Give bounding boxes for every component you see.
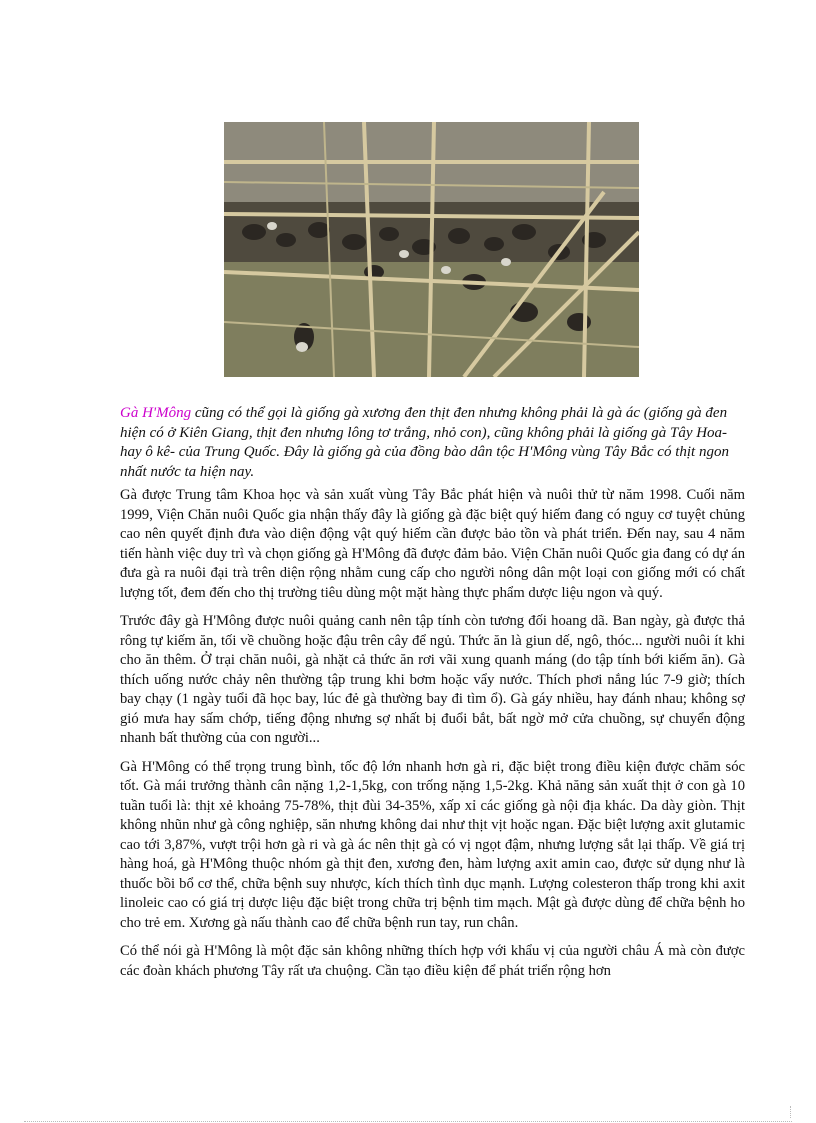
photo-drawing [224,122,639,377]
article-body [120,486,745,990]
paragraph-behavior: Trước đây gà H'Mông được nuôi quảng canh nên tập tính còn tương đối hoang dã. Ban ngày, gà được thả rông tự kiếm ăn, tối về chuồng hoặc đậu trên cây để ngủ. Thức ăn là giun dế, ngô, thóc... người nuôi ít khi cho ăn thêm. Ở trại chăn nuôi, gà nhặt cả thức ăn rơi vãi xung quanh máng (do tập tính bới kiếm ăn). Gà thích uống nước chảy nên thường tập trung khi bơm hoặc vẩy nước. Thích phơi nắng lúc 7-9 giờ; thích bay chạy (1 ngày tuổi đã học bay, lúc đẻ gà thường bay đi tìm ổ). Gà gáy nhiều, hay đánh nhau; không sợ gió mưa hay sấm chớp, tiếng động nhưng sợ nhất bị đuổi bắt, bất ngờ mở cửa chuồng, sự chuyển động nhanh bất thường của con người... [120,613,745,746]
page-bottom-rule [24,1121,792,1122]
paragraph-origin: Gà được Trung tâm Khoa học và sản xuất vùng Tây Bắc phát hiện và nuôi thử từ năm 1998. Cuối năm 1999, Viện Chăn nuôi Quốc gia nhận thấy đây là giống gà đặc biệt quý hiếm đang có nguy cơ tuyệt chủng cao nên quyết định đưa vào diện động vật quý hiếm cần được bảo tồn và phát triển. Đến nay, sau 4 năm tiến hành việc duy trì và chọn giống gà H'Mông đã được đảm bảo. Viện Chăn nuôi Quốc gia đang có dự án đưa gà ra nuôi đại trà trên diện rộng nhằm cung cấp cho người nông dân một loại con giống mới có chất lượng tốt, đem đến cho thị trường tiêu dùng một mặt hàng thực phẩm dược liệu ngon và quý. [120,487,745,601]
intro-highlight: Gà H'Mông [120,405,192,421]
paragraph-characteristics: Gà H'Mông có thể trọng trung bình, tốc độ lớn nhanh hơn gà ri, đặc biệt trong điều kiện được chăm sóc tốt. Gà mái trưởng thành cân nặng 1,2-1,5kg, con trống nặng 1,5-2kg. Khả năng sản xuất thịt ở con gà 10 tuần tuổi là: thịt xẻ khoảng 75-78%, thịt đùi 34-35%, xấp xỉ các giống gà nội địa khác. Da dày giòn. Thịt không nhũn như gà công nghiệp, săn nhưng không dai như thịt vịt hoặc ngan. Đặc biệt lượng axit glutamic cao tới 3,87%, vượt trội hơn gà ri và gà ác nên thịt gà có vị ngọt đậm, nhưng lượng sắt lại thấp. Về giá trị hàng hoá, gà H'Mông thuộc nhóm gà thịt đen, xương đen, hàm lượng axit amin cao, được sử dụng như là thuốc bồi bổ cơ thể, chữa bệnh suy nhược, kích thích tình dục mạnh. Lượng colesteron thấp trong khi axit linoleic cao có giá trị dược liệu đặc biệt trong chữa trị bệnh tim mạch. Mật gà được dùng để chữa bệnh ho cho trẻ em. Xương gà nấu thành cao để chữa bệnh run tay, run chân. [120,758,745,931]
paragraph-conclusion: Có thể nói gà H'Mông là một đặc sản không những thích hợp với khẩu vị của người châu Á mà còn được các đoàn khách phương Tây rất ưa chuộng. Cần tạo điều kiện để phát triển rộng hơn [120,943,745,979]
page-corner-mark [790,1106,791,1118]
intro-paragraph [120,404,745,482]
intro-text: cũng có thể gọi là giống gà xương đen thịt đen nhưng không phải là gà ác (giống gà đen hiện có ở Kiên Giang, thịt đen nhưng lông tơ trắng, nhỏ con), cũng không phải là giống gà Tây Hoa- hay ô kê- của Trung Quốc. Đây là giống gà của đồng bào dân tộc H'Mông vùng Tây Bắc có thịt ngon nhất nước ta hiện nay. [120,405,729,480]
chicken-farm-photo [224,122,639,377]
